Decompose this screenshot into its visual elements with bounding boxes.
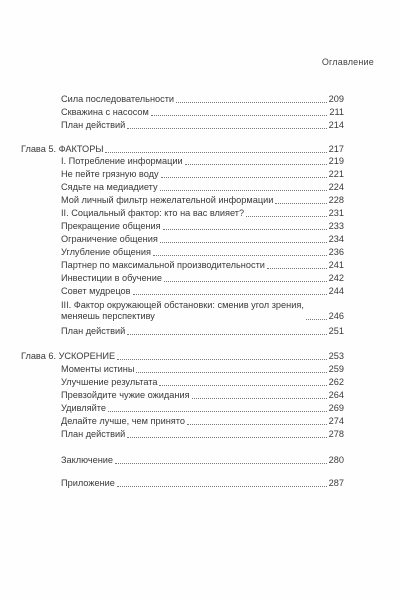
leader-dots [185, 164, 327, 165]
leader-dots [246, 216, 327, 217]
toc-entry-title: Сила последовательности [61, 94, 175, 104]
toc-entry [61, 156, 344, 167]
toc-entry-page: 234 [328, 234, 344, 244]
toc-entry-title-line2: меняешь перспективу [61, 311, 155, 321]
toc-entry-title: Глава 6. УСКОРЕНИЕ [21, 351, 116, 361]
toc-entry-title: Улучшение результата [61, 377, 158, 387]
toc-entry-page: 224 [328, 182, 344, 192]
toc-entry [61, 416, 344, 427]
leader-dots [127, 334, 326, 335]
toc-entry-title: Моменты истины [61, 364, 135, 374]
leader-dots [161, 177, 327, 178]
toc-entry-page: 209 [328, 94, 344, 104]
toc-entry-title: План действий [61, 429, 126, 439]
running-header: Оглавление [321, 57, 374, 67]
toc-entry-page: 246 [328, 311, 344, 321]
leader-dots [159, 385, 326, 386]
toc-entry-page: 269 [328, 403, 344, 413]
leader-dots [127, 128, 326, 129]
toc-entry [61, 208, 344, 219]
toc-entry [61, 300, 344, 322]
toc-entry-title-line1: III. Фактор окружающей обстановки: сменив угол зрения, [61, 300, 304, 310]
toc-entry-title: Углубление общения [61, 247, 151, 257]
toc-entry-title: Превзойдите чужие ожидания [61, 390, 190, 400]
toc-entry [61, 221, 344, 232]
toc-entry-title: Ограничение общения [61, 234, 158, 244]
leader-dots [151, 115, 328, 116]
toc-chapter-entry [21, 144, 344, 155]
toc-entry-title: Приложение [61, 478, 115, 488]
toc-entry-title [61, 300, 304, 322]
toc-entry-page: 287 [328, 478, 344, 488]
leader-dots [275, 203, 326, 204]
toc-chapter-entry [21, 351, 344, 362]
leader-dots [115, 463, 327, 464]
toc-entry-page: 233 [328, 221, 344, 231]
toc-entry-page: 262 [328, 377, 344, 387]
leader-dots [306, 319, 327, 320]
toc-entry-page: 259 [328, 364, 344, 374]
toc-entry-page: 278 [328, 429, 344, 439]
toc-entry-page: 251 [328, 326, 344, 336]
toc-entry-page: 236 [328, 247, 344, 257]
toc-entry-title: Скважина с насосом [61, 107, 149, 117]
toc-entry-title: Заключение [61, 455, 114, 465]
toc-entry-page: 253 [328, 351, 344, 361]
toc-entry [61, 377, 344, 388]
leader-dots [176, 102, 327, 103]
toc-entry [61, 273, 344, 284]
toc-entry-page: 231 [328, 208, 344, 218]
leader-dots [117, 486, 327, 487]
toc-entry-title: План действий [61, 120, 126, 130]
leader-dots [108, 411, 327, 412]
toc-entry-page: 264 [328, 390, 344, 400]
toc-entry [61, 403, 344, 414]
leader-dots [127, 437, 326, 438]
toc-entry-page: 280 [328, 455, 344, 465]
toc-entry-page: 221 [328, 169, 344, 179]
toc-entry-page: 241 [328, 260, 344, 270]
toc-entry-title: Глава 5. ФАКТОРЫ [21, 144, 104, 154]
leader-dots [160, 190, 327, 191]
leader-dots [267, 268, 327, 269]
toc-entry-title: Делайте лучше, чем принято [61, 416, 185, 426]
toc-entry-page: 242 [328, 273, 344, 283]
leader-dots [192, 398, 327, 399]
toc-entry-page: 228 [328, 195, 344, 205]
toc-entry [61, 169, 344, 180]
toc-entry-title: Инвестиции в обучение [61, 273, 162, 283]
toc-entry [61, 107, 344, 118]
toc-entry [61, 120, 344, 131]
toc-entry [61, 182, 344, 193]
leader-dots [117, 359, 327, 360]
toc-entry [61, 390, 344, 401]
toc-entry [61, 247, 344, 258]
toc-entry [61, 429, 344, 440]
toc-entry-page: 211 [329, 107, 344, 117]
leader-dots [153, 255, 327, 256]
toc-entry-page: 214 [328, 120, 344, 130]
toc-entry [61, 478, 344, 489]
leader-dots [187, 424, 327, 425]
toc-entry-title: Мой личный фильтр нежелательной информации [61, 195, 274, 205]
toc-entry-title: Партнер по максимальной производительности [61, 260, 265, 270]
leader-dots [160, 242, 327, 243]
toc-entry [61, 286, 344, 297]
toc-entry [61, 195, 344, 206]
leader-dots [105, 152, 326, 153]
toc-entry-title: План действий [61, 326, 126, 336]
leader-dots [163, 229, 327, 230]
toc-entry-title: II. Социальный фактор: кто на вас влияет? [61, 208, 245, 218]
toc-entry-title: Не пейте грязную воду [61, 169, 159, 179]
toc-entry-page: 244 [328, 286, 344, 296]
toc-entry-page: 219 [328, 156, 344, 166]
toc-entry [61, 455, 344, 466]
toc-entry [61, 94, 344, 105]
toc-entry-page: 274 [328, 416, 344, 426]
toc-entry-title: Совет мудрецов [61, 286, 131, 296]
toc-entry-title: Удивляйте [61, 403, 106, 413]
leader-dots [164, 281, 327, 282]
toc-entry [61, 260, 344, 271]
toc-entry-page: 217 [328, 144, 344, 154]
toc-entry [61, 364, 344, 375]
toc-entry-title: Сядьте на медиадиету [61, 182, 158, 192]
toc-entry [61, 234, 344, 245]
toc-entry-title: Прекращение общения [61, 221, 161, 231]
leader-dots [133, 294, 327, 295]
leader-dots [136, 372, 326, 373]
toc-entry-title: I. Потребление информации [61, 156, 183, 166]
toc-entry [61, 326, 344, 337]
